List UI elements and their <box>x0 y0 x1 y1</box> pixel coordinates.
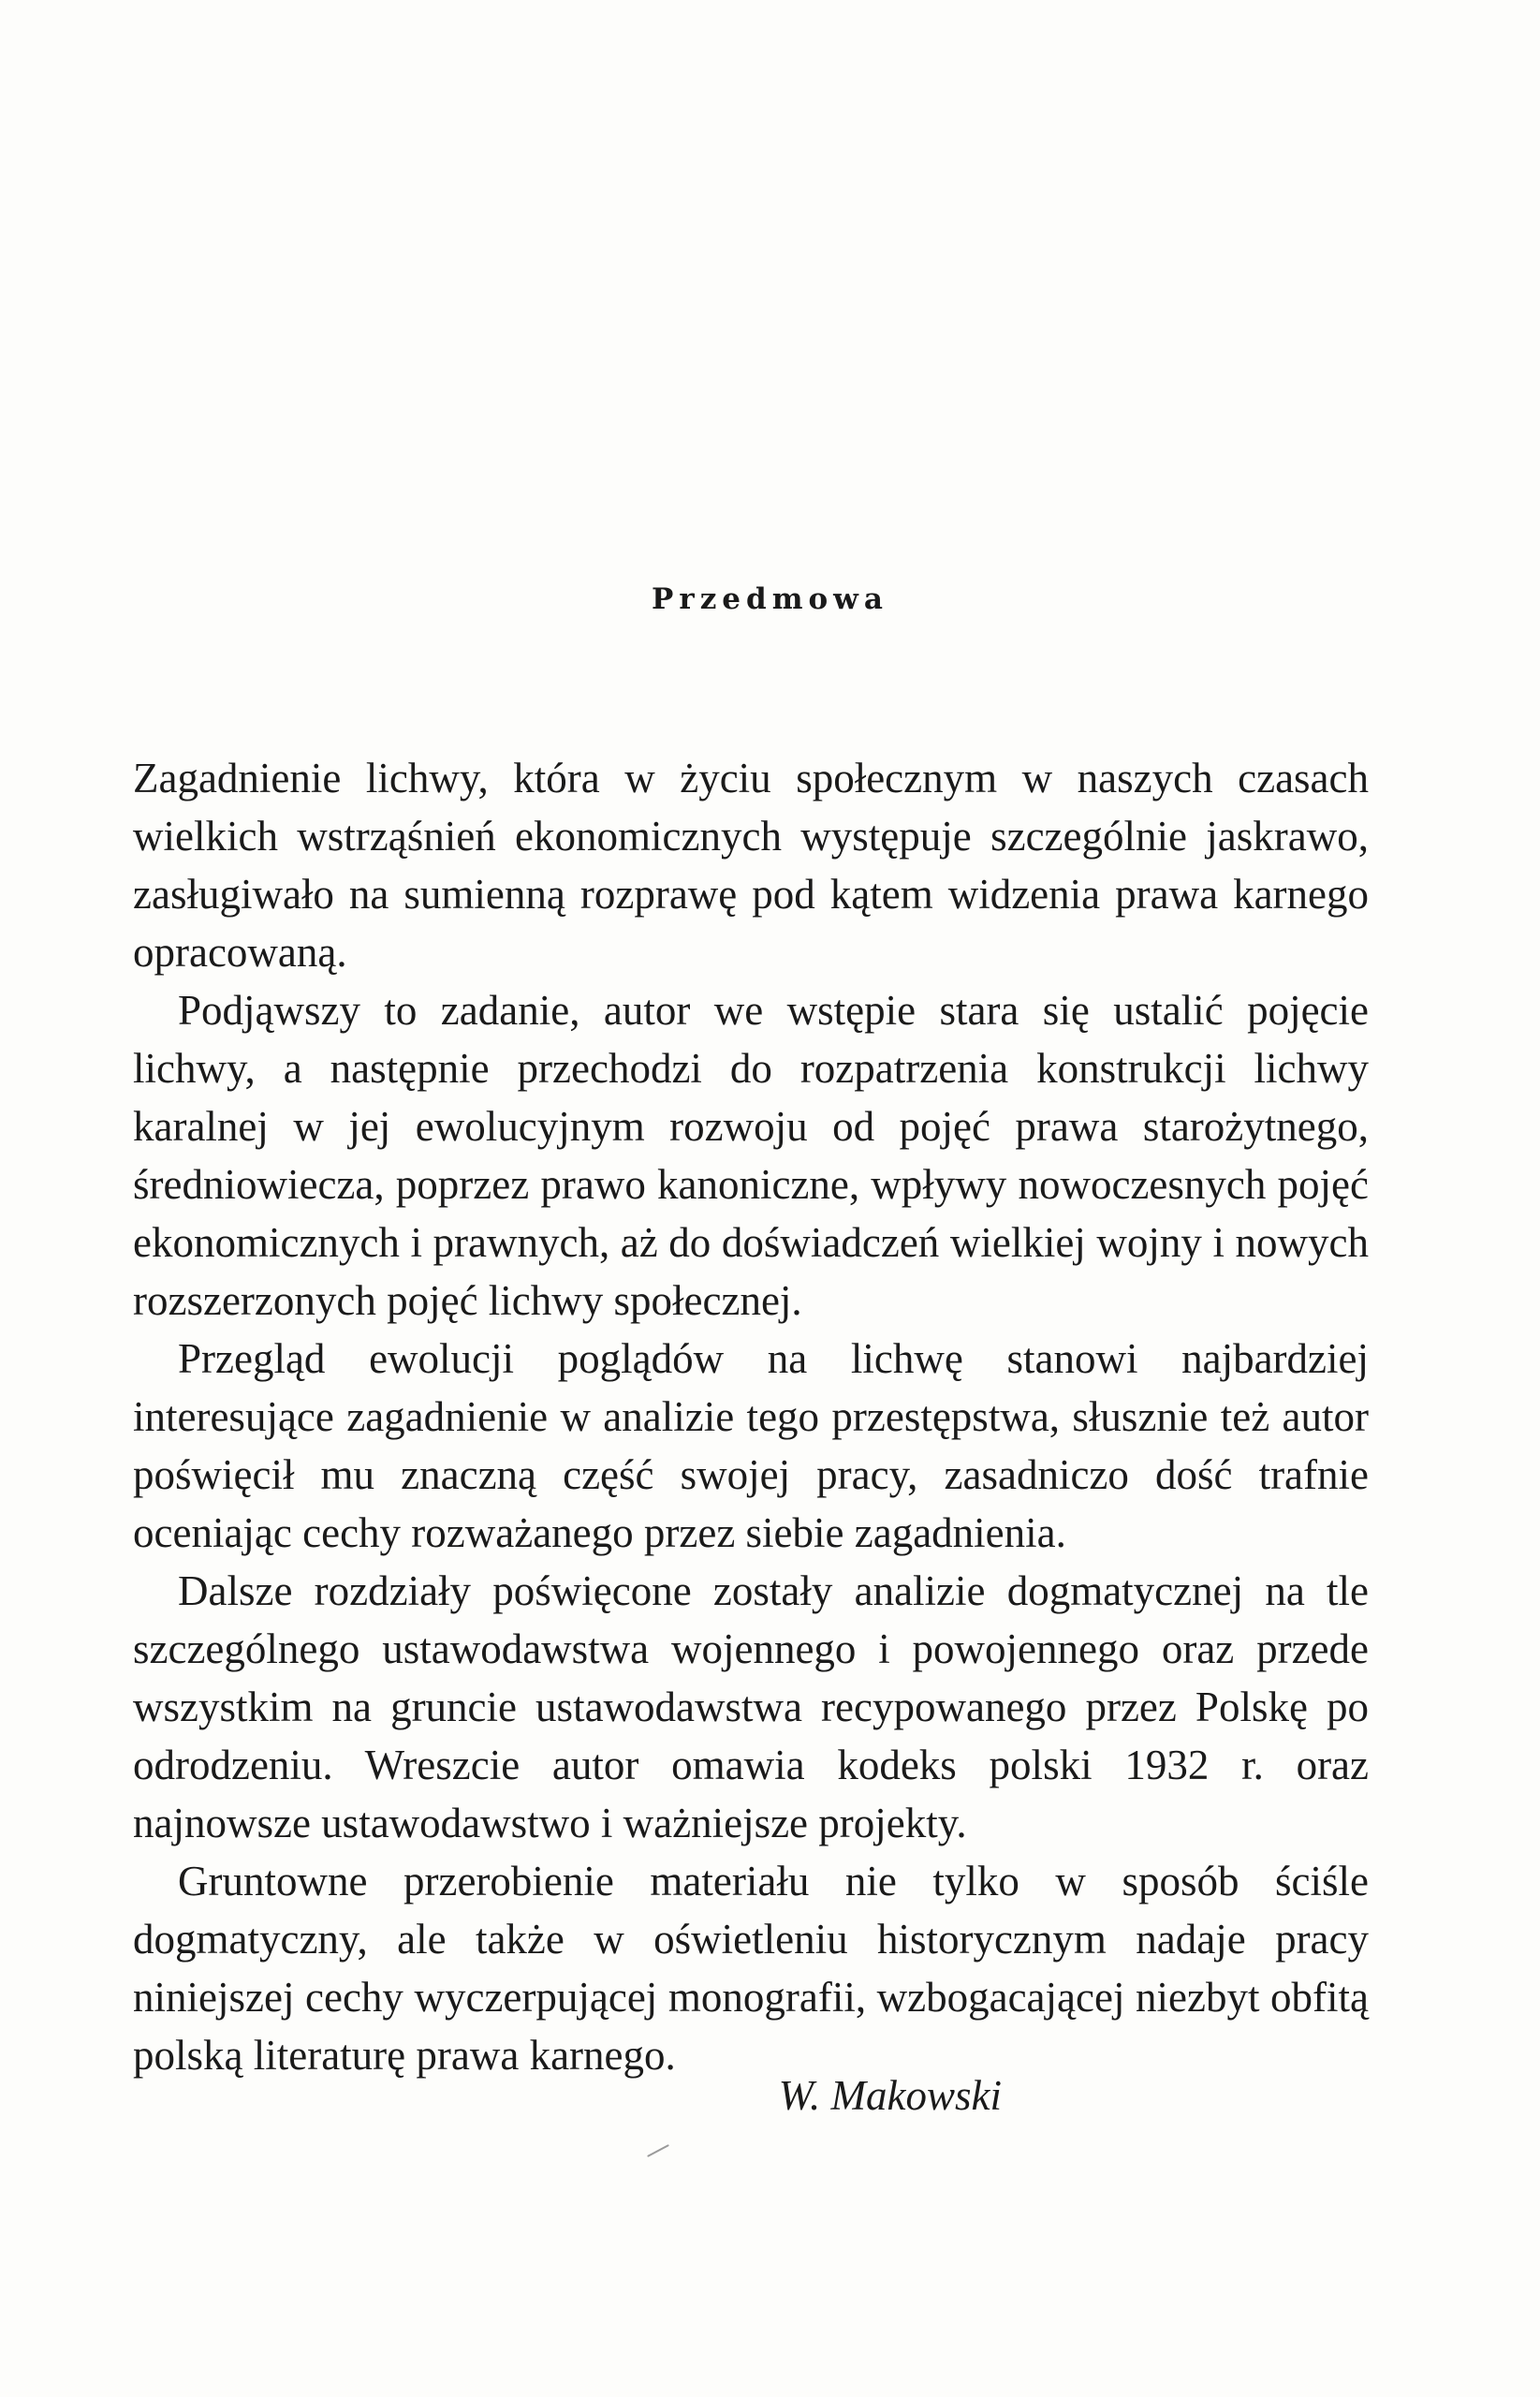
page-title: Przedmowa <box>652 582 888 616</box>
paragraph-3: Przegląd ewolucji poglądów na lichwę stanowi najbardziej interesujące zagadnienie w analizie tego przestępstwa, słusznie też autor poświęcił mu znaczną część swojej pracy, zasadniczo dość trafnie oceniając cechy rozważanego przez siebie zagadnienia. <box>133 1335 1369 1556</box>
paragraph-2: Podjąwszy to zadanie, autor we wstępie stara się ustalić pojęcie lichwy, a następnie przechodzi do rozpatrzenia konstrukcji lichwy karalnej w jej ewolucyjnym rozwoju od pojęć prawa starożytnego, średniowiecza, poprzez prawo kanoniczne, wpływy nowoczesnych pojęć ekonomicznych i prawnych, aż do doświadczeń wielkiej wojny i nowych rozszerzonych pojęć lichwy społecznej. <box>133 987 1369 1324</box>
print-speck <box>647 2144 669 2157</box>
paragraph-5: Gruntowne przerobienie materiału nie tylko w sposób ściśle dogmatyczny, ale także w oświetleniu historycznym nadaje pracy niniejszej cechy wyczerpującej monografii, wzbogacającej niezbyt obfitą polską literaturę prawa karnego. <box>133 1858 1369 2079</box>
preface-body <box>133 749 1369 2084</box>
author-signature: W. Makowski <box>778 2072 1002 2119</box>
paragraph-4: Dalsze rozdziały poświęcone zostały analizie dogmatycznej na tle szczególnego ustawodawstwa wojennego i powojennego oraz przede wszystkim na gruncie ustawodawstwa recypowanego przez Polskę po odrodzeniu. Wreszcie autor omawia kodeks polski 1932 r. oraz najnowsze ustawodawstwo i ważniejsze projekty. <box>133 1567 1369 1846</box>
paragraph-1: Zagadnienie lichwy, która w życiu społecznym w naszych czasach wielkich wstrząśnień ekonomicznych występuje szczególnie jaskrawo, zasługiwało na sumienną rozprawę pod kątem widzenia prawa karnego opracowaną. <box>133 755 1369 976</box>
